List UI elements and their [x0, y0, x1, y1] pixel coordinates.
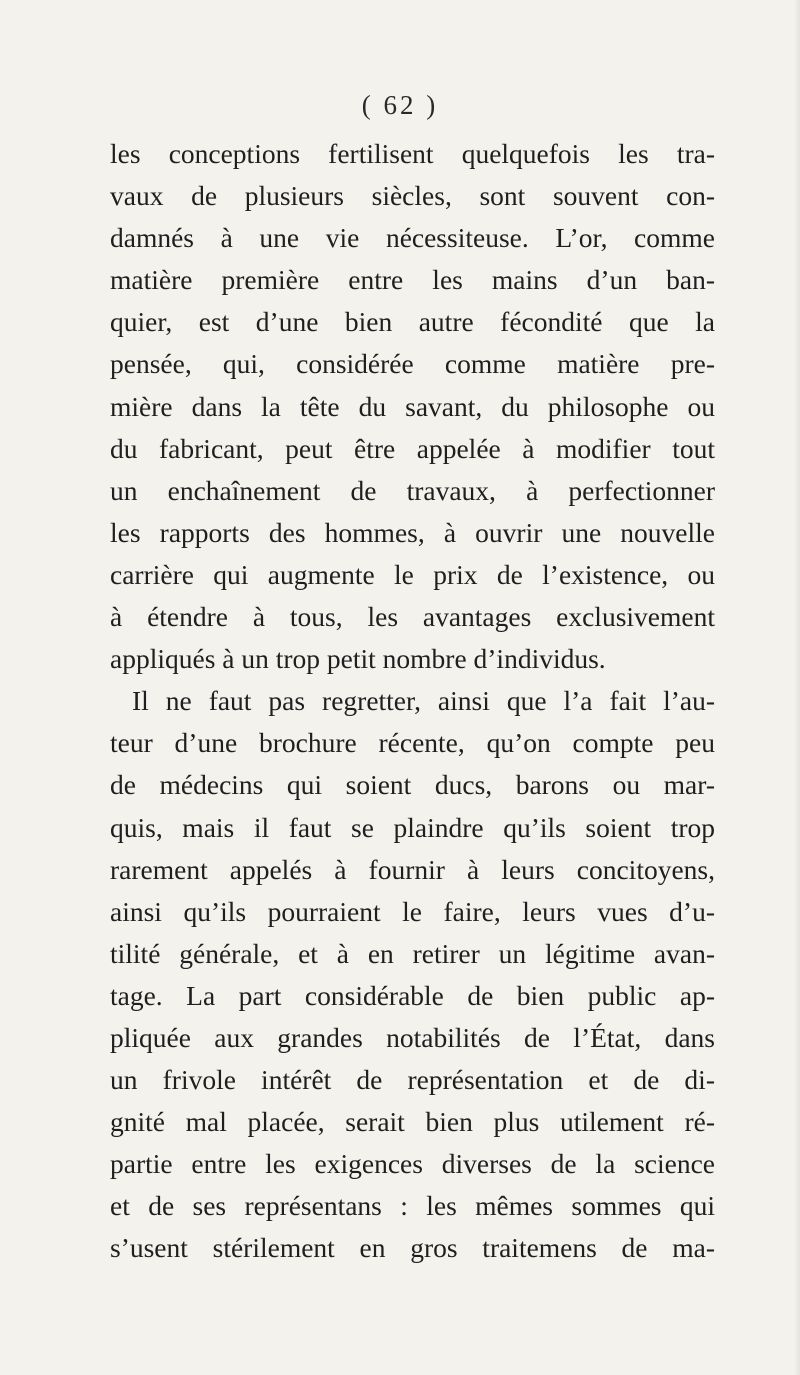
- text-line: de médecins qui soient ducs, barons ou mar-: [110, 769, 715, 801]
- text-line: carrière qui augmente le prix de l’existence, ou: [110, 558, 715, 590]
- text-line: à étendre à tous, les avantages exclusivement: [110, 601, 715, 633]
- text-line: s’usent stérilement en gros traitemens de ma-: [110, 1232, 715, 1264]
- text-line: tilité générale, et à en retirer un légitime avan-: [110, 937, 715, 969]
- text-line: vaux de plusieurs siècles, sont souvent con-: [110, 180, 715, 212]
- text-line: matière première entre les mains d’un ban-: [110, 264, 715, 296]
- body-text: [110, 133, 715, 1270]
- text-line: appliqués à un trop petit nombre d’individus.: [110, 643, 606, 675]
- text-line: damnés à une vie nécessiteuse. L’or, comme: [110, 222, 715, 254]
- text-line: gnité mal placée, serait bien plus utilement ré-: [110, 1106, 715, 1138]
- text-line: quis, mais il faut se plaindre qu’ils soient trop: [110, 811, 715, 843]
- text-line: du fabricant, peut être appelée à modifier tout: [110, 432, 715, 464]
- text-line: teur d’une brochure récente, qu’on compte peu: [110, 727, 715, 759]
- text-line: un frivole intérêt de représentation et de di-: [110, 1064, 715, 1096]
- text-line: partie entre les exigences diverses de la science: [110, 1148, 715, 1180]
- text-line: pliquée aux grandes notabilités de l’État, dans: [110, 1021, 715, 1053]
- text-line: les rapports des hommes, à ouvrir une nouvelle: [110, 516, 715, 548]
- text-line: Il ne faut pas regretter, ainsi que l’a fait l’au-: [132, 685, 715, 717]
- text-line: tage. La part considérable de bien public ap-: [110, 979, 715, 1011]
- page-number: ( 62 ): [361, 90, 439, 120]
- text-line: ainsi qu’ils pourraient le faire, leurs vues d’u-: [110, 895, 715, 927]
- text-line: pensée, qui, considérée comme matière pre-: [110, 348, 715, 380]
- text-line: mière dans la tête du savant, du philosophe ou: [110, 390, 715, 422]
- text-line: les conceptions fertilisent quelquefois les tra-: [110, 138, 715, 169]
- text-line: un enchaînement de travaux, à perfectionner: [110, 474, 715, 506]
- text-line: et de ses représentans : les mêmes sommes qui: [110, 1190, 715, 1222]
- text-line: quier, est d’une bien autre fécondité que la: [110, 306, 715, 338]
- page-edge: [794, 0, 800, 1375]
- text-line: rarement appelés à fournir à leurs concitoyens,: [110, 853, 715, 885]
